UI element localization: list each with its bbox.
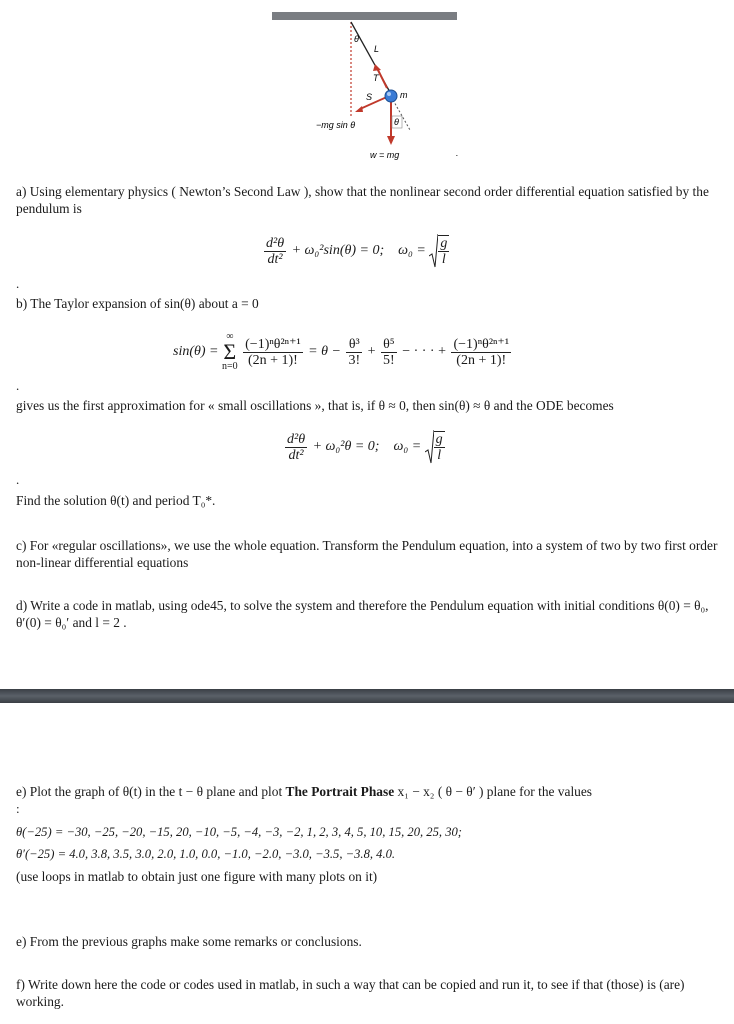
sqrt-g-over-l-2: $\frac{g}{l}$ — [425, 430, 447, 464]
general-term-fraction: $\frac{\text{(−1)ⁿθ²ⁿ⁺¹}}{(2n + 1)!}$ — [245, 336, 301, 368]
portrait-phase-bold: The Portrait Phase — [285, 784, 395, 799]
weight-arrowhead — [387, 136, 395, 145]
dtheta-values: θ′(−25) = 4.0, 3.8, 3.5, 3.0, 2.0, 1.0, 0.0, −1.0, −2.0, −3.0, −3.5, −3.8, 4.0. — [16, 847, 396, 861]
loops-note: (use loops in matlab to obtain just one figure with many plots on it) — [16, 869, 378, 884]
arc-label: S — [366, 92, 373, 102]
last-term-fraction: $\frac{\text{(−1)ⁿθ²ⁿ⁺¹}}{(2n + 1)!}$ — [453, 336, 510, 368]
linearized-equation: $\frac{\text{d²θ}}{\text{dt²}}$ + ω₀²θ = 0; ω₀ = $\frac{g}{l}$ — [283, 430, 447, 464]
restoring-force-arrow — [360, 96, 389, 109]
part-c-text: c) For «regular oscillations», we use the whole equation. Transform the Pendulum equation, into a system of two by two first order non-linear differential equations — [16, 538, 718, 570]
sqrt-g-over-l: $\frac{g}{l}$ — [429, 234, 451, 268]
diagram-dot: . — [456, 148, 459, 158]
second-derivative-fraction: $\frac{\text{d²θ}}{\text{dt²}}$ — [266, 235, 285, 267]
part-e-remarks-text: e) From the previous graphs make some remarks or conclusions. — [16, 934, 362, 949]
part-a-text: a) Using elementary physics ( Newton’s Second Law ), show that the nonlinear second order differential equation satisfied by the pendulum is — [16, 184, 709, 216]
taylor-series-equation: sin(θ) = ∞ Σ n=0 $\frac{\text{(−1)ⁿθ²ⁿ⁺¹}}{(2n + 1)!}$ = θ − $\frac{\text{θ³}}{3!}$ + $\frac{\text{θ⁵}}{5!}$ − · · · + $\frac{\text{(−1)ⁿθ²ⁿ⁺¹}}{(2n + 1)!}$ — [173, 331, 510, 372]
length-label: L — [374, 44, 380, 54]
weight-label: w = mg — [370, 150, 400, 160]
pendulum-diagram — [260, 8, 480, 168]
tension-arrow — [377, 68, 387, 88]
tension-label: T — [373, 73, 379, 83]
part-e-colon: : — [16, 801, 20, 816]
summation-sign: ∞ Σ n=0 — [222, 331, 238, 372]
restoring-force-arrowhead — [355, 106, 363, 112]
quintic-term-fraction: $\frac{\text{θ⁵}}{5!}$ — [383, 336, 395, 368]
theta-values: θ(−25) = −30, −25, −20, −15, 20, −10, −5, −4, −3, −2, 1, 2, 3, 4, 5, 10, 15, 20, 25, 30; — [16, 825, 462, 839]
omega-definition: ω₀ = — [398, 243, 426, 259]
page-separator — [0, 689, 734, 703]
ceiling-bar — [272, 12, 457, 20]
part-d-text: d) Write a code in matlab, using ode45, to solve the system and therefore the Pendulum equation with initial conditions θ(0) = θ₀, θ′(0) = θ₀′ and l = 2 . — [16, 598, 709, 630]
part-f-text: f) Write down here the code or codes used in matlab, in such a way that can be copied and run it, to see if that (those) is (are) working. — [16, 977, 685, 1009]
angle-label: θ — [354, 34, 359, 44]
force-label: −mg sin θ — [316, 120, 356, 130]
find-solution-text: Find the solution θ(t) and period T₀*. — [16, 493, 216, 508]
part-e-plot-text: e) Plot the graph of θ(t) in the t − θ plane and plot The Portrait Phase x₁ − x₂ ( θ − θ′ ) plane for the values — [16, 784, 593, 799]
part-b-dot-2: . — [16, 472, 20, 487]
part-a-dot: . — [16, 276, 20, 291]
bob-highlight — [387, 92, 391, 96]
part-b-dot: . — [16, 378, 20, 393]
angle-label-2: θ — [394, 117, 399, 127]
cubic-term-fraction: $\frac{\text{θ³}}{3!}$ — [348, 336, 361, 368]
equation-rest: + ω₀²sin(θ) = 0; — [291, 243, 385, 259]
pendulum-bob — [385, 90, 397, 102]
part-a-equation — [262, 234, 451, 268]
part-b-text: b) The Taylor expansion of sin(θ) about a = 0 — [16, 296, 259, 311]
small-oscillation-text: gives us the first approximation for « small oscillations », that is, if θ ≈ 0, then sin(θ) ≈ θ and the ODE becomes — [16, 398, 614, 413]
mass-label: m — [400, 90, 408, 100]
